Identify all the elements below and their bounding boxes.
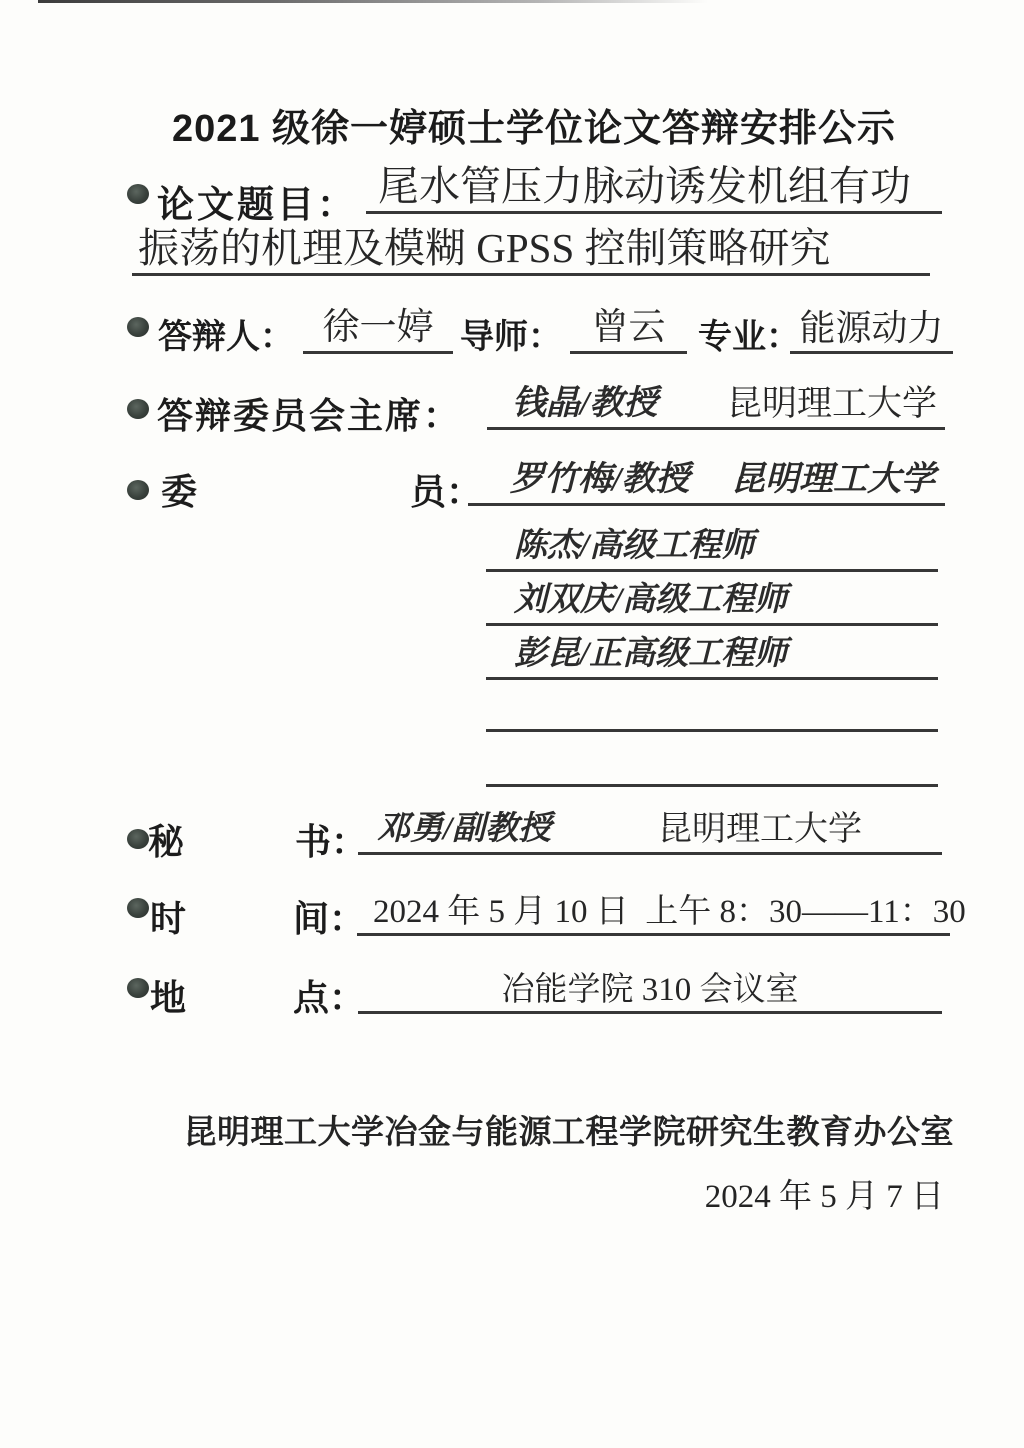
- major-name: 能源动力: [799, 308, 944, 349]
- place-value: 冶能学院 310 会议室: [501, 972, 799, 1009]
- bullet-icon: [127, 829, 149, 849]
- chair-affiliation: 昆明理工大学: [726, 384, 937, 424]
- defender-label: 答辩人：: [158, 319, 294, 356]
- secretary-affiliation: 昆明理工大学: [658, 811, 862, 849]
- member-line: [486, 526, 938, 572]
- footer-date: 2024 年 5 月 7 日: [704, 1179, 944, 1215]
- thesis-title-label: 论文题目：: [157, 185, 357, 226]
- place-label-left: 地: [150, 978, 187, 1018]
- time-label-right: 间：: [293, 899, 366, 939]
- time-label-left: 时: [150, 899, 187, 939]
- chair-label: 答辩委员会主席：: [157, 396, 462, 436]
- member-line-empty: [486, 687, 938, 732]
- time-value: 2024 年 5 月 10 日 上午 8：30——11：30: [373, 894, 966, 931]
- supervisor-name: 曾云: [591, 307, 666, 349]
- member-affiliation: 昆明理工大学: [731, 461, 935, 499]
- secretary-label-left: 秘: [148, 822, 185, 862]
- thesis-title-line1: 尾水管压力脉动诱发机组有功: [378, 162, 911, 209]
- member-name: 罗竹梅/教授: [510, 461, 690, 499]
- defender-name: 徐一婷: [322, 307, 434, 349]
- member-name: 彭昆/正高级工程师: [514, 636, 788, 673]
- secretary-label-right: 书：: [295, 822, 368, 862]
- bullet-icon: [127, 317, 149, 337]
- bullet-icon: [127, 480, 149, 500]
- supervisor-label: 导师：: [460, 319, 562, 356]
- member-line: [486, 634, 938, 680]
- committee-label-right: 员：: [410, 472, 483, 512]
- thesis-title-line2: 振荡的机理及模糊 GPSS 控制策略研究: [138, 224, 831, 271]
- page-title: 2021 级徐一婷硕士学位论文答辩安排公示: [171, 108, 897, 150]
- committee-label-left: 委: [161, 472, 198, 512]
- bullet-icon: [127, 978, 149, 998]
- bullet-icon: [127, 898, 149, 918]
- member-line: [486, 580, 938, 626]
- scan-edge-artifact: [38, 0, 708, 3]
- bullet-icon: [127, 399, 149, 419]
- major-label: 专业：: [698, 319, 800, 356]
- member-line: [468, 458, 945, 506]
- footer-office: 昆明理工大学冶金与能源工程学院研究生教育办公室: [183, 1115, 954, 1151]
- member-name: 陈杰/高级工程师: [514, 528, 755, 565]
- chair-name: 钱晶/教授: [512, 385, 658, 423]
- place-label-right: 点：: [293, 978, 366, 1018]
- member-line-empty: [486, 742, 938, 787]
- secretary-name: 邓勇/副教授: [377, 811, 552, 848]
- member-name: 刘双庆/高级工程师: [514, 582, 788, 619]
- bullet-icon: [127, 184, 149, 204]
